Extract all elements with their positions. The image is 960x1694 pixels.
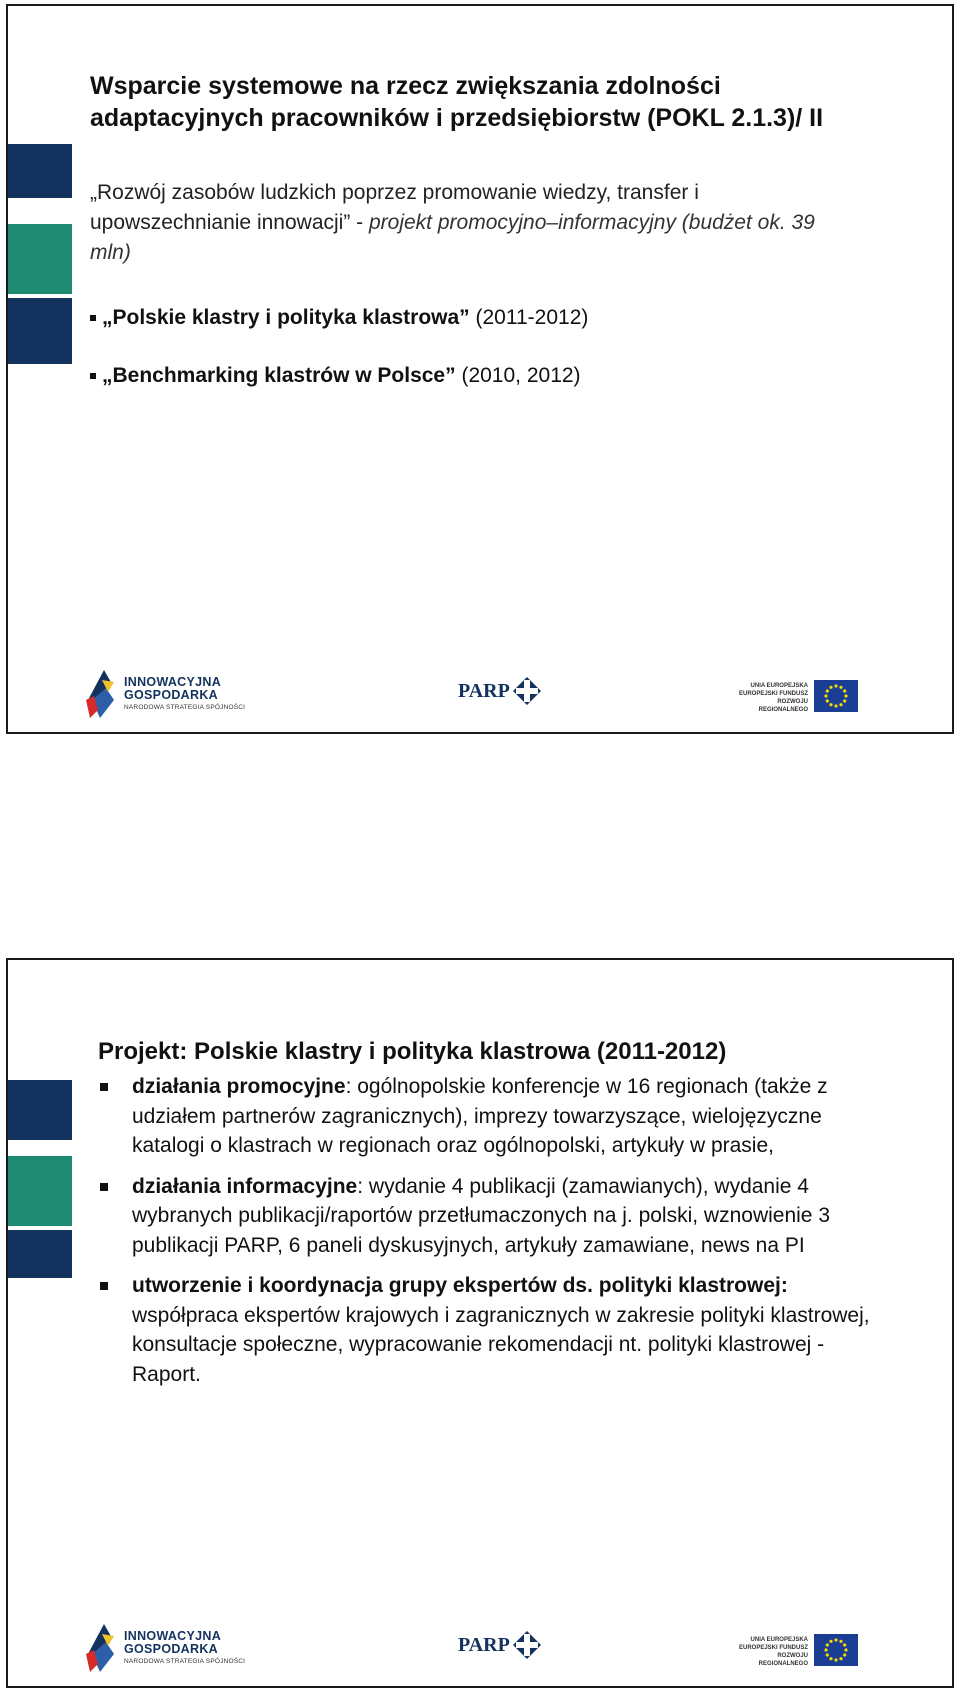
- innowacyjna-gospodarka-logo: [84, 1624, 246, 1674]
- title-line: Wsparcie systemowe na rzecz zwiększania zdolności: [90, 72, 721, 100]
- slide-title: [90, 70, 823, 134]
- eu-flag-icon: [814, 1634, 858, 1666]
- eu-line: ROZWOJU REGIONALNEGO: [758, 1653, 808, 1667]
- list-item: [98, 1172, 878, 1261]
- ig-emblem-icon: [84, 670, 120, 720]
- ig-line: GOSPODARKA: [124, 688, 218, 702]
- parp-emblem-icon: [512, 1630, 542, 1660]
- side-bar-navy: [8, 298, 72, 364]
- bullet-bold: „Polskie klastry i polityka klastrowa”: [102, 306, 470, 329]
- item-text: : ogólnopolskie konferencje w 16 regionach (także z udziałem partnerów zagranicznych), imprezy towarzyszące, wielojęzyczne katalogi o klastrach w regionach oraz ogólnopolski, artykuły w prasie,: [132, 1075, 828, 1157]
- parp-logo: [458, 1630, 548, 1670]
- side-bar-teal: [8, 224, 72, 294]
- ig-line: INNOWACYJNA: [124, 675, 222, 689]
- eu-logo: [728, 1630, 868, 1670]
- bullet-square-icon: [90, 315, 96, 321]
- side-bar-navy: [8, 1080, 72, 1140]
- parp-logo: [458, 676, 548, 716]
- eu-line: EUROPEJSKI FUNDUSZ: [738, 691, 808, 697]
- item-bold: działania promocyjne: [132, 1075, 346, 1098]
- intro-text: „Rozwój zasobów ludzkich poprzez promowanie wiedzy, transfer i upowszechnianie innowacji” -: [90, 181, 699, 234]
- ig-subtitle: NARODOWA STRATEGIA SPÓJNOŚCI: [124, 704, 246, 711]
- parp-text: PARP: [458, 1634, 510, 1656]
- side-bar-teal: [8, 1156, 72, 1226]
- slide-2: [6, 958, 954, 1688]
- eu-line: EUROPEJSKI FUNDUSZ: [738, 1645, 808, 1651]
- bullet-item: [90, 306, 588, 330]
- title-line: adaptacyjnych pracowników i przedsiębiorstw (POKL 2.1.3)/ II: [90, 104, 824, 132]
- intro-paragraph: [90, 178, 850, 268]
- bullet-item: [90, 364, 581, 388]
- eu-logo: [728, 676, 868, 716]
- intro-italic: projekt promocyjno–informacyjny (budżet ok. 39 mln): [90, 211, 815, 264]
- eu-line: UNIA EUROPEJSKA: [750, 1637, 808, 1643]
- ig-line: GOSPODARKA: [124, 1642, 218, 1656]
- side-bar-navy: [8, 144, 72, 198]
- bullet-rest: (2010, 2012): [455, 364, 581, 387]
- ig-emblem-icon: [84, 1624, 120, 1674]
- parp-text: PARP: [458, 680, 510, 702]
- item-bold: działania informacyjne: [132, 1174, 358, 1198]
- eu-line: ROZWOJU REGIONALNEGO: [758, 699, 808, 713]
- bullet-square-icon: [100, 1282, 108, 1290]
- bullet-square-icon: [90, 373, 96, 379]
- side-bar-navy: [8, 1230, 72, 1278]
- bullet-bold: „Benchmarking klastrów w Polsce”: [102, 364, 456, 387]
- slide-1: [6, 4, 954, 734]
- parp-emblem-icon: [512, 676, 542, 706]
- logo-footer: [8, 1620, 952, 1676]
- slide-title: Projekt: Polskie klastry i polityka klastrowa (2011-2012): [98, 1038, 727, 1065]
- ig-line: INNOWACYJNA: [124, 1629, 222, 1643]
- item-text: : wydanie 4 publikacji (zamawianych), wydanie 4 wybranych publikacji/raportów przetłumaczonych na j. polski, wznowienie 3 publikacji PARP, 6 paneli dyskusyjnych, artykuły zamawiane, news na PI: [132, 1174, 830, 1257]
- bullet-square-icon: [100, 1183, 108, 1191]
- bullet-rest: (2011-2012): [469, 306, 589, 329]
- list-item: [98, 1271, 878, 1389]
- eu-flag-icon: [814, 680, 858, 712]
- list-item: [98, 1072, 878, 1161]
- innowacyjna-gospodarka-logo: [84, 670, 246, 720]
- project-activities-list: [98, 1072, 878, 1400]
- item-text: współpraca ekspertów krajowych i zagranicznych w zakresie polityki klastrowej, konsultacje społeczne, wypracowanie rekomendacji nt. polityki klastrowej - Raport.: [132, 1303, 870, 1386]
- item-bold: utworzenie i koordynacja grupy ekspertów ds. polityki klastrowej:: [132, 1274, 788, 1297]
- bullet-square-icon: [100, 1083, 108, 1091]
- logo-footer: [8, 666, 952, 722]
- ig-subtitle: NARODOWA STRATEGIA SPÓJNOŚCI: [124, 1658, 246, 1665]
- eu-line: UNIA EUROPEJSKA: [750, 683, 808, 689]
